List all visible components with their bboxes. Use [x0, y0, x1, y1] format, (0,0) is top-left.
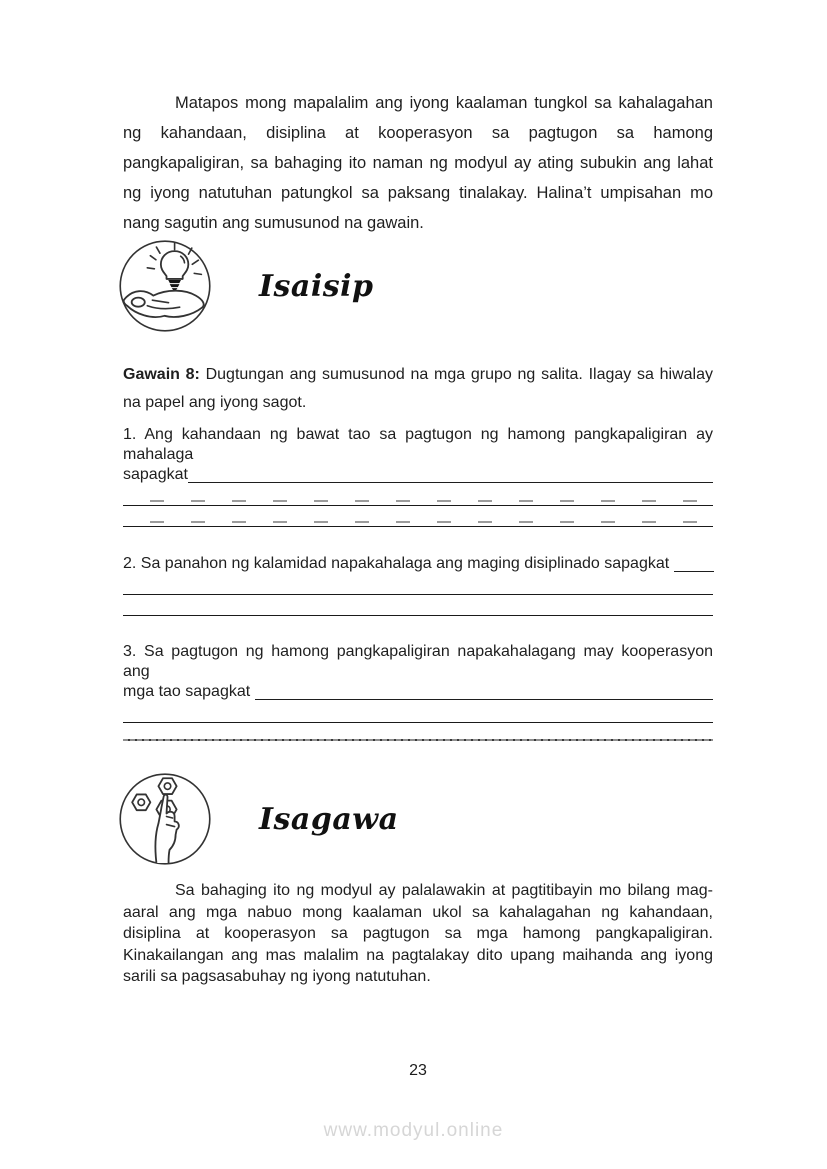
question-3-lead: mga tao sapagkat — [123, 683, 251, 700]
gawain-text: Dugtungan ang sumusunod na mga grupo ng salita. Ilagay sa hiwalay na papel ang iyong sagot. — [123, 366, 714, 411]
gawain-instruction — [123, 361, 713, 417]
isagawa-paragraph: Sa bahaging ito ng modyul ay palalawakin at pagtitibayin mo bilang mag-aaral ang mga nabuo mong kaalaman ukol sa kahalagahan ng kahandaan, disiplina at kooperasyon sa pagtugon sa mga hamong pangkapaligiran. Kinakailangan ang mas malalim na pagtalakay dito upang maihanda ang iyong sarili sa pagsasabuhay ng iyong natutuhan. — [123, 882, 713, 985]
answer-blank-line — [123, 702, 713, 723]
question-1-lead: sapagkat — [123, 466, 188, 483]
isagawa-heading: Isagawa — [259, 801, 399, 837]
question-3-answer-line — [123, 682, 713, 702]
question-2-text: 2. Sa panahon ng kalamidad napakahalaga ang maging disiplinado sapagkat — [123, 555, 670, 572]
answer-blank-line — [123, 574, 713, 595]
answer-blank-line — [123, 485, 713, 506]
answer-blank-line — [123, 595, 713, 616]
question-1-text: 1. Ang kahandaan ng bawat tao sa pagtugon ng hamong pangkapaligiran ay mahalaga — [123, 426, 713, 463]
answer-blank-line — [674, 571, 714, 572]
question-3-text: 3. Sa pagtugon ng hamong pangkapaligiran napakahalagang may kooperasyon ang — [123, 643, 713, 680]
gawain-label: Gawain 8: — [123, 366, 200, 383]
hand-with-nuts-icon — [117, 771, 213, 867]
answer-blank-line — [188, 482, 713, 483]
question-item-2 — [123, 554, 713, 616]
question-item-3 — [123, 642, 713, 741]
lightbulb-in-hand-icon — [117, 238, 213, 334]
answer-blank-line — [255, 699, 713, 700]
isaisip-section-header — [117, 238, 713, 334]
question-2-answer-line — [123, 554, 713, 574]
intro-paragraph: Matapos mong mapalalim ang iyong kaalaman tungkol sa kahalagahan ng kahandaan, disiplina at kooperasyon sa pagtugon sa hamong pangkapaligiran, sa bahaging ito naman ng modyul ay ating subukin ang lahat ng iyong natutuhan patungkol sa paksang tinalakay. Halina’t umpisahan mo nang sagutin ang sumusunod na gawain. — [123, 94, 713, 232]
isagawa-section-header — [117, 771, 713, 867]
isaisip-heading: Isaisip — [259, 268, 374, 304]
question-1-answer-line — [123, 465, 713, 485]
answer-blank-line — [123, 723, 713, 741]
watermark: www.modyul.online — [323, 1120, 504, 1141]
answer-blank-line — [123, 506, 713, 527]
page-number: 23 — [409, 1062, 427, 1079]
question-item-1 — [123, 425, 713, 527]
